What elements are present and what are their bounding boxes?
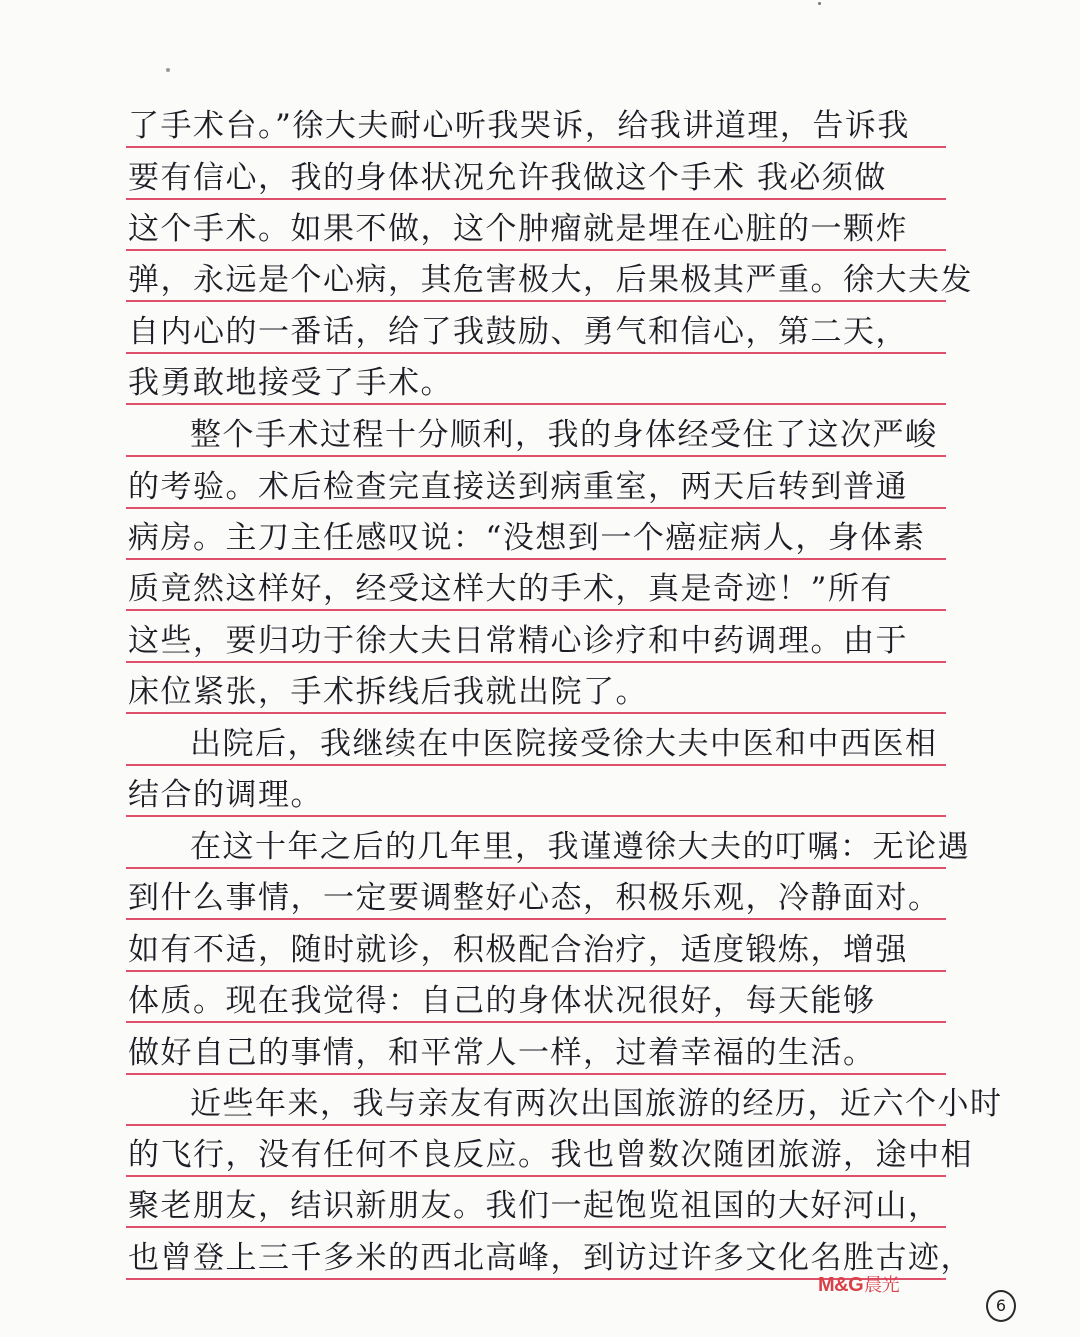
ruled-line bbox=[126, 249, 946, 251]
brand-logo-mark: M&G bbox=[818, 1274, 864, 1296]
page-number: 6 bbox=[986, 1290, 1016, 1322]
ruled-line bbox=[126, 764, 946, 766]
text-line: 弹，永远是个心病，其危害极大，后果极其严重。徐大夫发 bbox=[128, 262, 973, 298]
brand-logo bbox=[818, 1270, 899, 1300]
text-line: 质竟然这样好，经受这样大的手术，真是奇迹！”所有 bbox=[128, 571, 893, 607]
brand-name: 晨光 bbox=[864, 1275, 900, 1296]
text-line: 聚老朋友，结识新朋友。我们一起饱览祖国的大好河山， bbox=[128, 1188, 941, 1224]
text-line: 这些，要归功于徐大夫日常精心诊疗和中药调理。由于 bbox=[128, 623, 908, 659]
ruled-line bbox=[126, 558, 946, 560]
paragraph-start-line: 出院后，我继续在中医院接受徐大夫中医和中西医相 bbox=[190, 726, 938, 762]
ruled-line bbox=[126, 609, 946, 611]
ruled-line bbox=[126, 918, 946, 920]
text-line: 我勇敢地接受了手术。 bbox=[128, 365, 453, 401]
text-line: 体质。现在我觉得：自己的身体状况很好，每天能够 bbox=[128, 983, 876, 1019]
ruled-line bbox=[126, 507, 946, 509]
ruled-line bbox=[126, 1175, 946, 1177]
ruled-line bbox=[126, 1021, 946, 1023]
ruled-line bbox=[126, 198, 946, 200]
paragraph-start-line: 整个手术过程十分顺利，我的身体经受住了这次严峻 bbox=[190, 417, 938, 453]
text-line: 了手术台。”徐大夫耐心听我哭诉，给我讲道理，告诉我 bbox=[128, 108, 910, 144]
ruled-line bbox=[126, 1124, 946, 1126]
text-line: 到什么事情，一定要调整好心态，积极乐观，冷静面对。 bbox=[128, 880, 941, 916]
ruled-line bbox=[126, 970, 946, 972]
text-line: 的考验。术后检查完直接送到病重室，两天后转到普通 bbox=[128, 469, 908, 505]
ruled-line bbox=[126, 1226, 946, 1228]
text-line: 也曾登上三千多米的西北高峰，到访过许多文化名胜古迹， bbox=[128, 1240, 973, 1276]
text-line: 病房。主刀主任感叹说：“没想到一个癌症病人，身体素 bbox=[128, 520, 926, 556]
paragraph-start-line: 在这十年之后的几年里，我谨遵徐大夫的叮嘱：无论遇 bbox=[190, 829, 970, 865]
ruled-line bbox=[126, 300, 946, 302]
ruled-line bbox=[126, 815, 946, 817]
text-line: 如有不适，随时就诊，积极配合治疗，适度锻炼，增强 bbox=[128, 932, 908, 968]
ruled-line bbox=[126, 867, 946, 869]
ruled-line bbox=[126, 403, 946, 405]
text-line: 自内心的一番话，给了我鼓励、勇气和信心，第二天， bbox=[128, 314, 908, 350]
text-line: 结合的调理。 bbox=[128, 777, 323, 813]
text-line: 要有信心，我的身体状况允许我做这个手术 我必须做 bbox=[128, 160, 887, 196]
text-line: 的飞行，没有任何不良反应。我也曾数次随团旅游，途中相 bbox=[128, 1137, 973, 1173]
text-line: 这个手术。如果不做，这个肿瘤就是埋在心脏的一颗炸 bbox=[128, 211, 908, 247]
paragraph-start-line: 近些年来，我与亲友有两次出国旅游的经历，近六个小时 bbox=[190, 1086, 1003, 1122]
ruled-line bbox=[126, 352, 946, 354]
ruled-line bbox=[126, 661, 946, 663]
text-line: 床位紧张，手术拆线后我就出院了。 bbox=[128, 674, 648, 710]
ruled-line bbox=[126, 712, 946, 714]
ruled-line bbox=[126, 1073, 946, 1075]
ruled-line bbox=[126, 455, 946, 457]
text-line: 做好自己的事情，和平常人一样，过着幸福的生活。 bbox=[128, 1035, 876, 1071]
ruled-line bbox=[126, 146, 946, 148]
